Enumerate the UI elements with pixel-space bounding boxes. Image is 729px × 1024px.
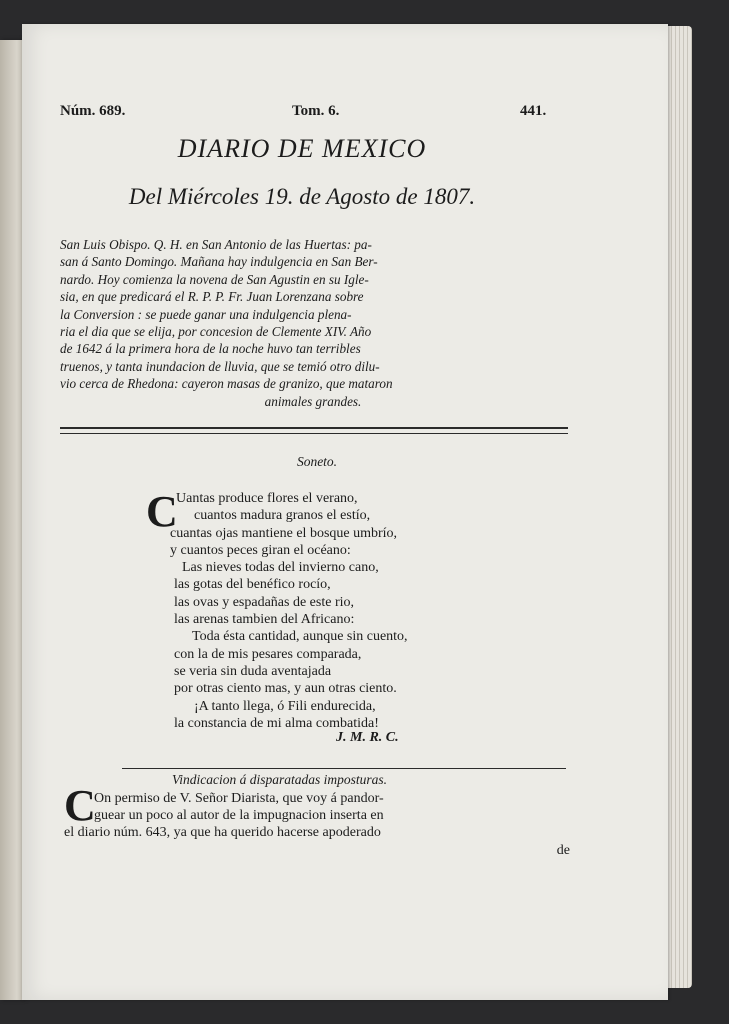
sonnet-line: cuantas ojas mantiene el bosque umbrío, [170,525,398,541]
sonnet-line: y cuantos peces giran el océano: [170,542,351,558]
notice-line: vio cerca de Rhedona: cayeron masas de granizo, que mataron [60,376,393,392]
page-number: 441. [520,103,547,119]
article-body [64,790,572,859]
single-rule-divider [122,768,566,769]
notice-line: nardo. Hoy comienza la novena de San Agustin en su Igle- [60,271,369,287]
running-header [60,103,580,125]
sonnet-line: Toda ésta cantidad, aunque sin cuento, [192,629,408,645]
notice-line: San Luis Obispo. Q. H. en San Antonio de las Huertas: pa- [60,237,372,252]
sonnet-line: las ovas y espadañas de este rio, [174,594,354,610]
article-line: On permiso de V. Señor Diarista, que voy á pandor- [94,791,384,806]
issue-number: Núm. 689. [60,103,126,119]
dateline: Del Miércoles 19. de Agosto de 1807. [128,184,476,209]
sonnet-line: Uantas produce flores el verano, [176,491,358,506]
notice-line: truenos, y tanta inundacion de lluvia, que se temió otro dilu- [60,358,380,374]
article-dropcap: C [64,781,96,830]
notice-line: de 1642 á la primera hora de la noche huvo tan terribles [60,341,361,357]
sonnet-title: Soneto. [296,454,338,469]
masthead-title: DIARIO DE MEXICO [177,134,427,163]
sonnet-dropcap: C [146,487,178,536]
sonnet-line: las gotas del benéfico rocío, [174,577,331,593]
tome-number: Tom. 6. [292,103,340,119]
notice-line-last: animales grandes. [264,393,362,409]
notice-line: sia, en que predicará el R. P. P. Fr. Juan Lorenzana sobre [60,289,364,305]
sonnet-line: se veria sin duda aventajada [174,663,332,679]
notice-line: la Conversion : se puede ganar una indulgencia plena- [60,306,352,322]
sonnet-line: ¡A tanto llega, ó Fili endurecida, [194,698,376,714]
sonnet-line: por otras ciento mas, y aun otras ciento. [174,681,397,697]
sonnet-line: Las nieves todas del invierno cano, [182,560,379,576]
sonnet-line: las arenas tambien del Africano: [174,612,355,628]
catchword: de [556,842,570,858]
notice-line: san á Santo Domingo. Mañana hay indulgencia en San Ber- [60,254,378,270]
article-title: Vindicacion á disparatadas imposturas. [172,772,388,787]
article-line: el diario núm. 643, ya que ha querido hacerse apoderado [64,825,381,841]
sonnet-body [146,487,566,732]
sonnet-signature: J. M. R. C. [336,730,399,745]
newspaper-page [22,24,668,1000]
notice-line: ria el dia que se elija, por concesion de Clemente XIV. Año [60,324,372,340]
sonnet-line: la constancia de mi alma combatida! [174,715,379,731]
facing-page-edge [0,40,24,1000]
sonnet-line: con la de mis pesares comparada, [174,646,362,662]
religious-notice [60,236,566,410]
double-rule-divider [60,427,568,434]
article-line: guear un poco al autor de la impugnacion inserta en [94,808,384,824]
sonnet-line: cuantos madura granos el estío, [194,508,371,524]
